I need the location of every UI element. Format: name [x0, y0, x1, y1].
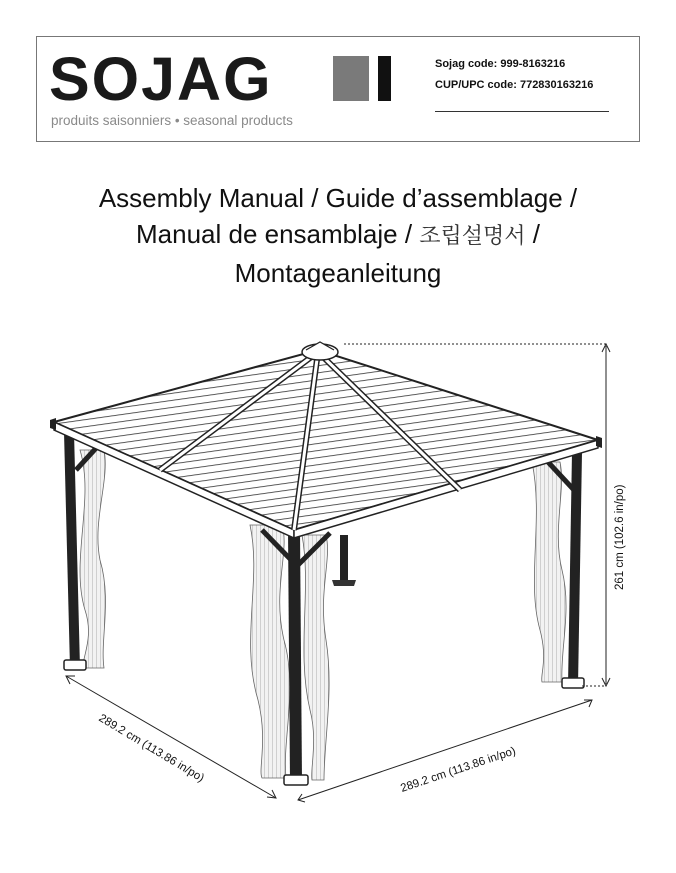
brand-tagline: produits saisonniers • seasonal products	[51, 113, 293, 128]
header-box	[36, 36, 640, 142]
title-line-2-suffix: /	[525, 219, 540, 249]
logo-bar-icon	[378, 56, 391, 101]
code-rule	[435, 111, 609, 112]
back-post	[340, 535, 348, 580]
title-line-2	[0, 216, 676, 255]
depth-label: 289.2 cm (113.86 in/po)	[96, 712, 207, 785]
upc-code: CUP/UPC code: 772830163216	[435, 79, 594, 91]
roof	[50, 342, 602, 538]
title-line-3: Montageanleitung	[234, 258, 442, 288]
width-label: 289.2 cm (113.86 in/po)	[399, 745, 518, 795]
sojag-code: Sojag code: 999-8163216	[435, 58, 566, 70]
depth-dimension	[66, 676, 276, 798]
logo-square-icon	[333, 56, 369, 101]
product-codes	[435, 54, 593, 96]
title-line-2-prefix: Manual de ensamblaje /	[135, 219, 420, 249]
height-label: 261 cm (102.6 in/po)	[614, 484, 626, 590]
title-korean: 조립설명서	[419, 224, 526, 249]
gazebo-illustration	[0, 330, 676, 840]
width-dimension	[298, 700, 592, 802]
brand-logo: SOJAG	[49, 45, 273, 113]
page-title	[0, 180, 676, 291]
title-line-1: Assembly Manual / Guide d’assemblage /	[98, 183, 578, 213]
